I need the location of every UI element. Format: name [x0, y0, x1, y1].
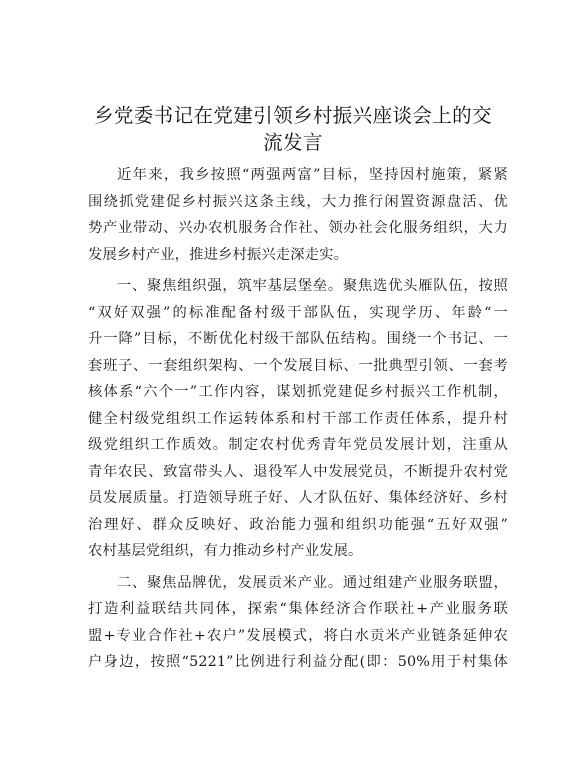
- paragraph-organization: [88, 273, 508, 565]
- text-line: 势产业带动、兴办农机服务合作社、领办社会化服务组织，大力: [88, 220, 508, 236]
- title-line: 乡党委书记在党建引领乡村振兴座谈会上的交: [93, 104, 492, 127]
- text-line: 核体系“六个一”工作内容，谋划抓党建促乡村振兴工作机制，: [88, 384, 508, 400]
- text-line: 治理好、群众反映好、政治能力强和组织功能强“五好双强”: [88, 516, 508, 533]
- text-line: 套班子、一套组织架构、一个发展目标、一批典型引领、一套考: [88, 357, 508, 374]
- text-line: 发展乡村产业，推进乡村振兴走深走实。: [88, 246, 349, 263]
- text-line: 盟+专业合作社+农户”发展模式，将白水贡米产业链条延伸农: [88, 627, 508, 644]
- text-line: 健全村级党组织工作运转体系和村干部工作责任体系，提升村: [88, 410, 508, 427]
- text-line: 一、聚焦组织强，筑牢基层堡垒。聚焦选优头雁队伍，按照: [117, 278, 508, 294]
- document-body: [88, 162, 508, 681]
- document-title: [70, 102, 516, 156]
- text-line: 级党组织工作质效。制定农村优秀青年党员发展计划，注重从: [88, 437, 508, 453]
- text-line: 围绕抓党建促乡村振兴这条主线，大力推行闲置资源盘活、优: [88, 193, 508, 210]
- text-line: 农村基层党组织，有力推动乡村产业发展。: [88, 543, 363, 559]
- text-line: 升一降”目标，不断优化村级干部队伍结构。围绕一个书记、一: [88, 331, 508, 347]
- text-line: 青年农民、致富带头人、退役军人中发展党员，不断提升农村党: [88, 463, 508, 480]
- text-line: 户身边，按照“5221”比例进行利益分配(即：50%用于村集体: [88, 654, 508, 670]
- title-line: 流发言: [263, 131, 323, 154]
- text-line: 近年来，我乡按照“两强两富”目标，坚持因村施策，紧紧: [117, 167, 508, 183]
- paragraph-intro: [88, 162, 508, 268]
- paragraph-brand: [88, 570, 508, 676]
- text-line: “双好双强”的标准配备村级干部队伍，实现学历、年龄“一: [88, 304, 508, 321]
- text-line: 员发展质量。打造领导班子好、人才队伍好、集体经济好、乡村: [88, 490, 508, 506]
- text-line: 二、聚焦品牌优，发展贡米产业。通过组建产业服务联盟，: [117, 574, 508, 591]
- text-line: 打造利益联结共同体，探索“集体经济合作联社+产业服务联: [88, 601, 508, 617]
